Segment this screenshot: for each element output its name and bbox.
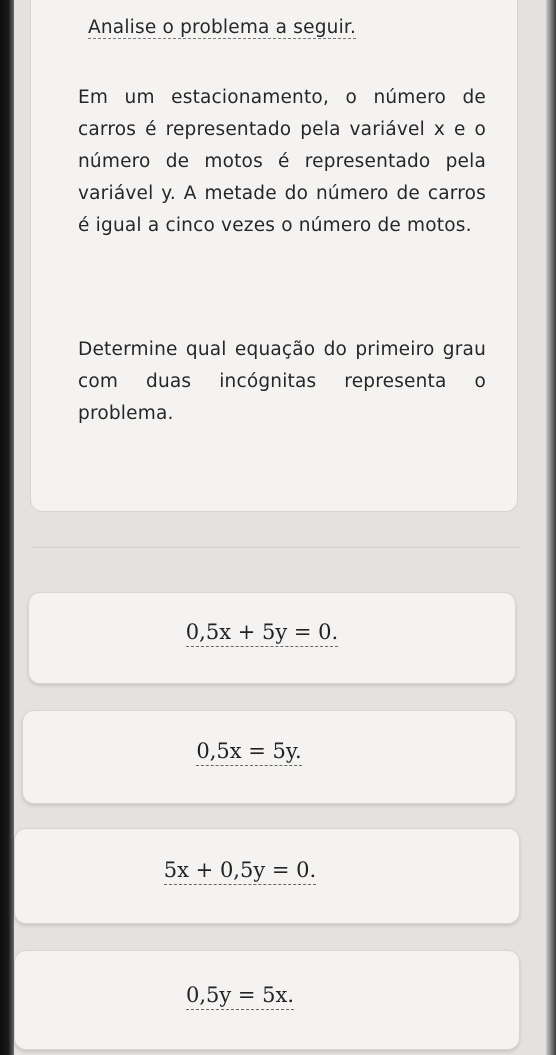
question-card: [30, 0, 518, 512]
answer-option-1[interactable]: [28, 592, 516, 684]
screen-edge-left: [0, 0, 14, 1055]
answer-option-2[interactable]: [22, 710, 516, 804]
question-prompt: Determine qual equação do primeiro grau com duas incógnitas representa o problema.: [78, 339, 486, 424]
screen-edge-right: [546, 0, 556, 1055]
option-1-formula: 0,5x + 5y = 0.: [186, 620, 338, 647]
question-statement: Em um estacionamento, o número de carros é representado pela variável x e o número de motos é representado pela variável y. A metade do número de carros é igual a cinco vezes o número de motos.: [78, 87, 486, 236]
divider: [32, 547, 520, 548]
answer-option-3[interactable]: [14, 828, 520, 924]
question-intro: [88, 12, 496, 44]
answer-option-4[interactable]: [14, 950, 520, 1050]
option-3-formula: 5x + 0,5y = 0.: [164, 858, 316, 885]
option-2-formula: 0,5x = 5y.: [196, 739, 301, 766]
option-4-formula: 0,5y = 5x.: [186, 983, 294, 1010]
question-intro-text: Analise o problema a seguir.: [88, 17, 357, 38]
